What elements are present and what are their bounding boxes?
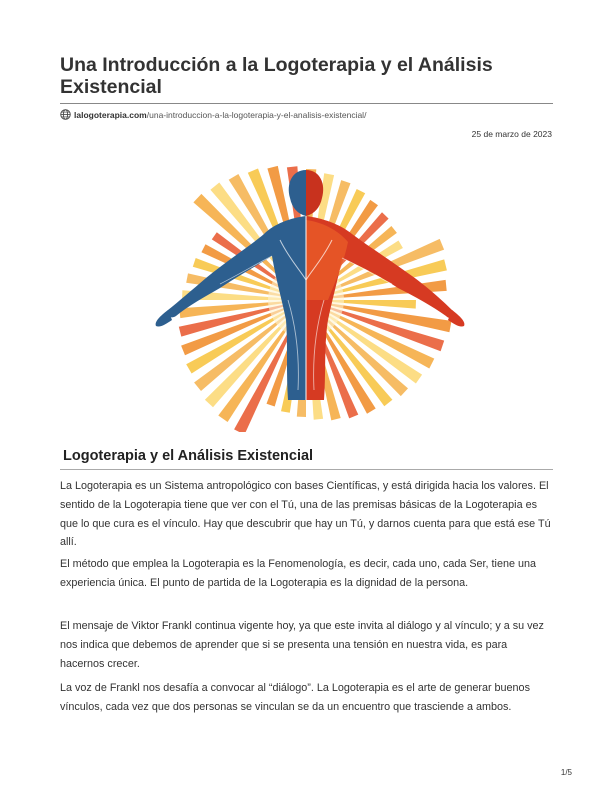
page-number: 1/5 bbox=[560, 768, 572, 777]
article-title: Una Introducción a la Logoterapia y el Análisis Existencial bbox=[60, 54, 493, 98]
source-line bbox=[60, 109, 366, 120]
section-heading: Logoterapia y el Análisis Existencial bbox=[63, 448, 314, 464]
publish-date: 25 de marzo de 2023 bbox=[471, 129, 552, 139]
paragraph: El mensaje de Viktor Frankl continua vigente hoy, ya que este invita al diálogo y al vínculo; y a su vez nos indica que debemos de aprender que si se presenta una tensión en nuestra vida, es para hacernos crecer. bbox=[60, 620, 544, 670]
source-path-link[interactable]: /una-introduccion-a-la-logoterapia-y-el-analisis-existencial/ bbox=[146, 109, 367, 120]
paragraph: La Logoterapia es un Sistema antropológico con bases Científicas, y está dirigida hacia los valores. El sentido de la Logoterapia tiene que ver con el Tú, una de las premisas básicas de la Logoterapia es que lo que cura es el vínculo. Hay que descubrir que hay un Tú, y darnos cuenta para que está ese Tú allí. bbox=[60, 480, 551, 549]
globe-icon bbox=[60, 109, 71, 120]
paragraph: El método que emplea la Logoterapia es la Fenomenología, es decir, cada uno, cada Ser, tiene una experiencia única. El punto de partida de la Logoterapia es la dignidad de la persona. bbox=[60, 558, 536, 589]
hero-illustration bbox=[60, 150, 552, 432]
image-watermark: LALOGOTERAPIA.COM bbox=[407, 415, 496, 424]
title-divider bbox=[60, 103, 553, 104]
heading-divider bbox=[60, 469, 553, 470]
paragraph: La voz de Frankl nos desafía a convocar al “diálogo”. La Logoterapia es el arte de generar buenos vínculos, cada vez que dos personas se vinculan se da un encuentro que trasciende a ambos. bbox=[60, 682, 530, 713]
source-domain-link[interactable]: lalogoterapia.com bbox=[74, 109, 147, 120]
